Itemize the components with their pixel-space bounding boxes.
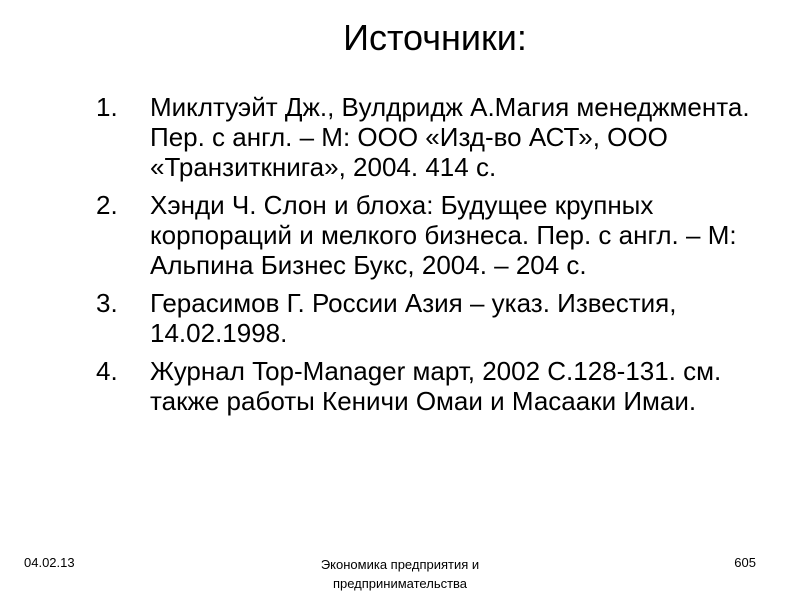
slide-title: Источники: [343, 17, 527, 58]
source-item [96, 288, 776, 348]
source-number: 2. [96, 190, 118, 220]
page-number: 605 [734, 555, 756, 570]
footer-course-title: Экономика предприятия и предпринимательства [320, 557, 480, 591]
source-text: Хэнди Ч. Слон и блоха: Будущее крупных корпораций и мелкого бизнеса. Пер. с англ. – М: Альпина Бизнес Букс, 2004. – 204 с. [150, 190, 737, 280]
source-item [96, 356, 776, 416]
source-text: Миклтуэйт Дж., Вулдридж А.Магия менеджмента. Пер. с англ. – М: ООО «Изд-во АСТ», ООО «Транзиткнига», 2004. 414 с. [150, 92, 750, 182]
source-number: 3. [96, 288, 118, 318]
source-number: 4. [96, 356, 118, 386]
sources-list [96, 92, 776, 424]
source-text: Журнал Top-Manager март, 2002 С.128-131. см. также работы Кеничи Омаи и Масааки Имаи. [150, 356, 722, 416]
footer-date: 04.02.13 [24, 555, 75, 570]
source-item [96, 190, 776, 280]
source-number: 1. [96, 92, 118, 122]
source-text: Герасимов Г. России Азия – указ. Известия, 14.02.1998. [150, 288, 677, 348]
source-item [96, 92, 776, 182]
